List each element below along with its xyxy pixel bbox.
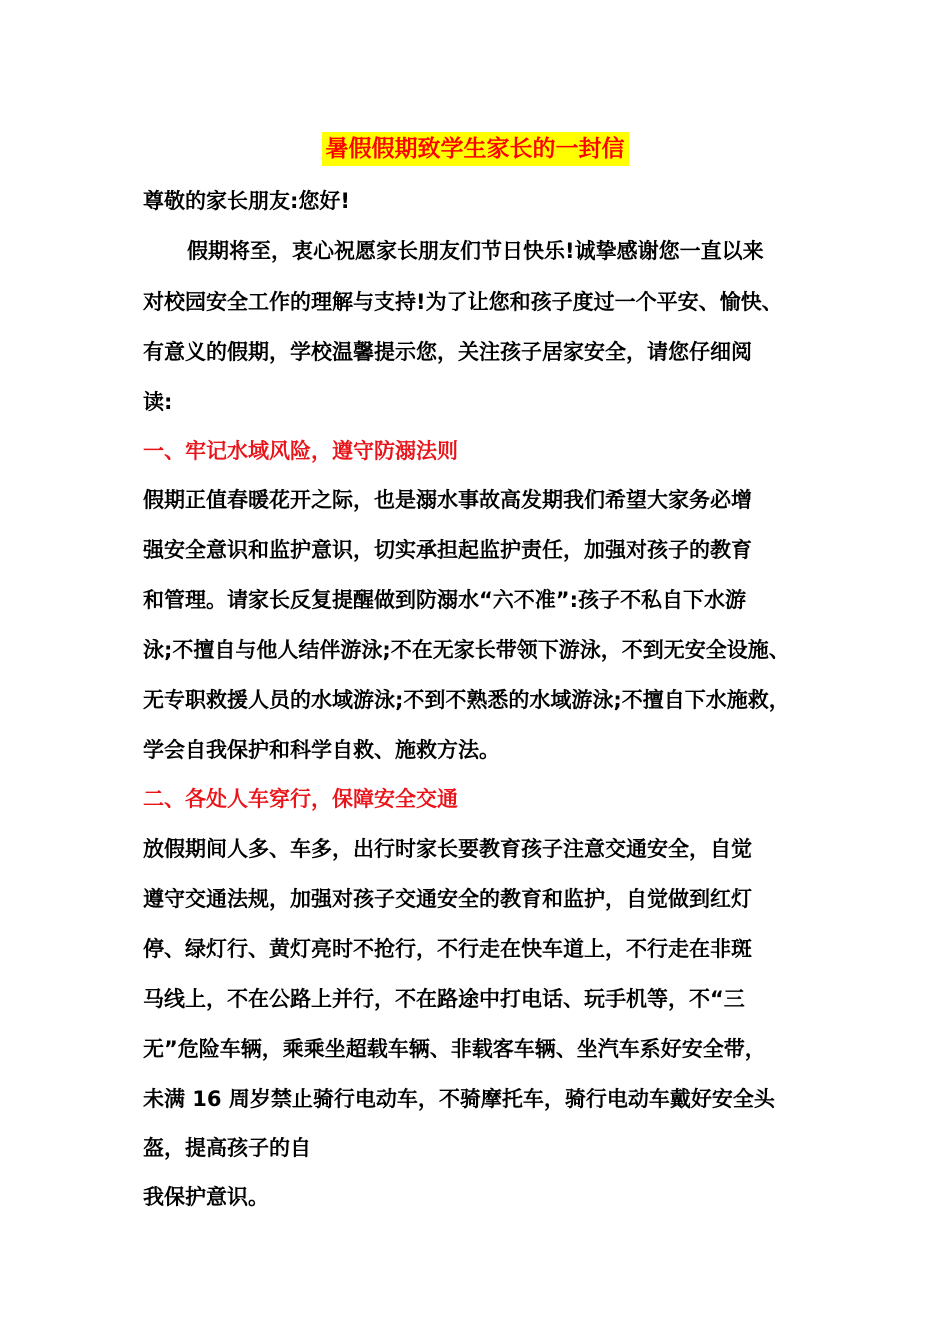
section2-line: 停、绿灯行、黄灯亮时不抢行，不行走在快车道上，不行走在非斑 <box>143 937 752 961</box>
section1-line: 假期正值春暖花开之际，也是溺水事故高发期我们希望大家务必增 <box>143 488 752 512</box>
section-heading-traffic-safety: 二、各处人车穿行，保障安全交通 <box>143 787 458 811</box>
section1-line: 无专职救援人员的水域游泳;不到不熟悉的水域游泳;不擅自下水施救， <box>143 688 790 712</box>
section2-line: 放假期间人多、车多，出行时家长要教育孩子注意交通安全，自觉 <box>143 837 752 861</box>
section2-line: 遵守交通法规，加强对孩子交通安全的教育和监护，自觉做到红灯 <box>143 887 752 911</box>
title-wrapper <box>0 132 950 166</box>
intro-line: 假期将至，衷心祝愿家长朋友们节日快乐!诚挚感谢您一直以来 <box>187 239 764 263</box>
section2-line: 未满 16 周岁禁止骑行电动车，不骑摩托车，骑行电动车戴好安全头 <box>143 1087 775 1111</box>
section-heading-water-safety: 一、牢记水域风险，遵守防溺法则 <box>143 439 458 463</box>
section2-line: 无”危险车辆，乘乘坐超载车辆、非载客车辆、坐汽车系好安全带， <box>143 1037 766 1061</box>
section1-line: 泳;不擅自与他人结伴游泳;不在无家长带领下游泳，不到无安全设施、 <box>143 638 790 662</box>
intro-line: 对校园安全工作的理解与支持!为了让您和孩子度过一个平安、愉快、 <box>143 290 783 314</box>
section2-line: 我保护意识。 <box>143 1185 269 1209</box>
intro-line: 读: <box>143 390 173 414</box>
section2-line: 马线上，不在公路上并行，不在路途中打电话、玩手机等，不“三 <box>143 987 745 1011</box>
document-title: 暑假假期致学生家长的一封信 <box>322 132 629 166</box>
intro-line: 有意义的假期，学校温馨提示您，关注孩子居家安全，请您仔细阅 <box>143 340 752 364</box>
section1-line: 强安全意识和监护意识，切实承担起监护责任，加强对孩子的教育 <box>143 538 752 562</box>
section1-line: 学会自我保护和科学自救、施救方法。 <box>143 738 500 762</box>
section2-line: 盔，提高孩子的自 <box>143 1136 311 1160</box>
section1-line: 和管理。请家长反复提醒做到防溺水“六不准”:孩子不私自下水游 <box>143 588 746 612</box>
greeting: 尊敬的家长朋友:您好! <box>143 189 350 213</box>
